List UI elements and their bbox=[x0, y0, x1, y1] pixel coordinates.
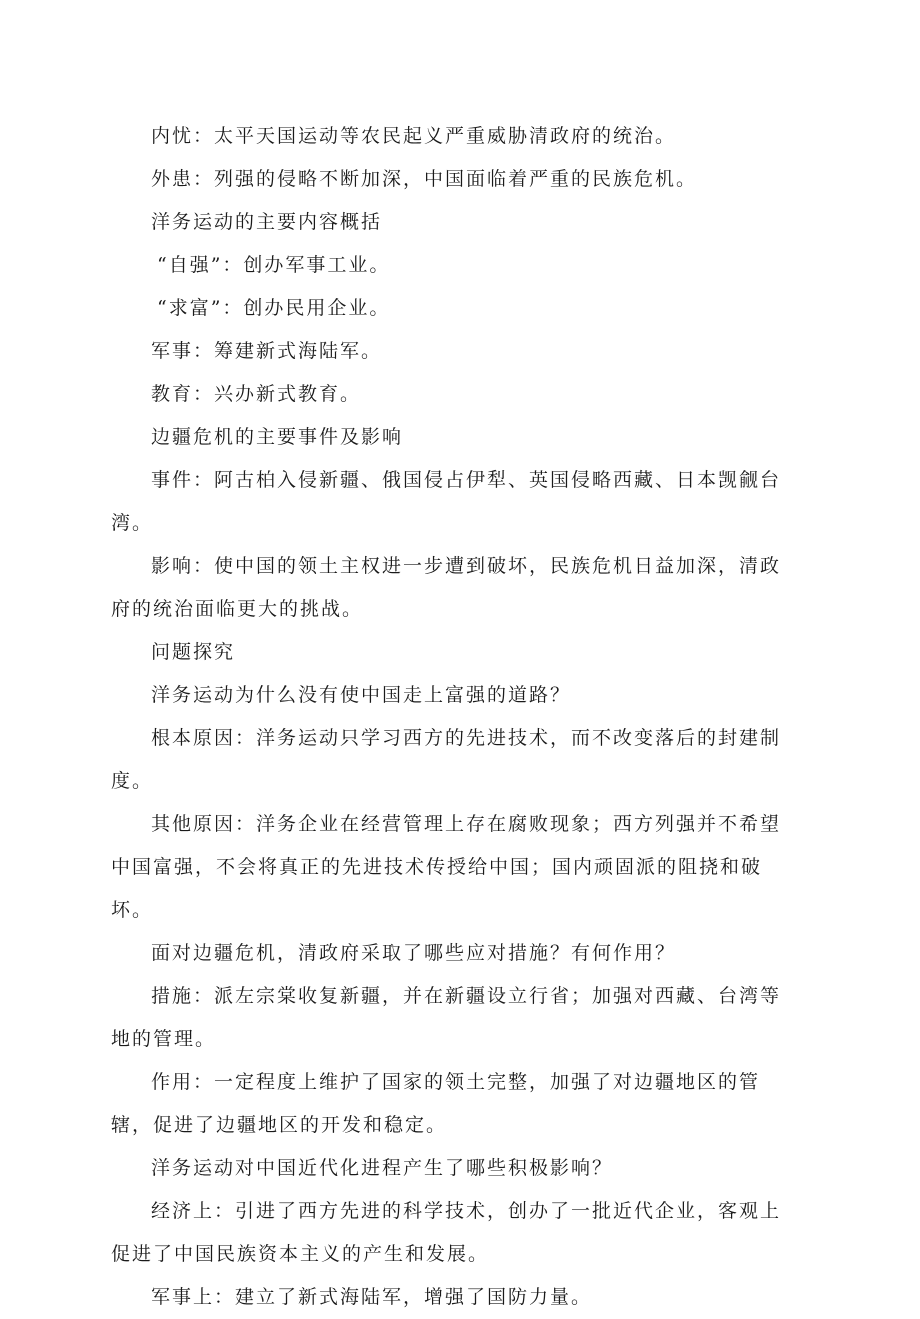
question-frontier-measures: 面对边疆危机，清政府采取了哪些应对措施？有何作用？ bbox=[151, 942, 677, 964]
paragraph-self-strengthening: “自强”：创办军事工业。 bbox=[157, 254, 391, 276]
section-heading-inquiry: 问题探究 bbox=[151, 641, 236, 663]
paragraph-economic: 经济上：引进了西方先进的科学技术，创办了一批近代企业，客观上促进了中国民族资本主义的产生和发展。 bbox=[111, 1200, 782, 1265]
paragraph-inner-trouble: 内忧：太平天国运动等农民起义严重威胁清政府的统治。 bbox=[151, 125, 677, 147]
paragraph-military-impact: 军事上：建立了新式海陆军，增强了国防力量。 bbox=[151, 1286, 593, 1308]
paragraph-seeking-wealth: “求富”：创办民用企业。 bbox=[157, 297, 391, 319]
section-heading-westernization-content: 洋务运动的主要内容概括 bbox=[151, 211, 383, 233]
paragraph-impact: 影响：使中国的领土主权进一步遭到破坏，民族危机日益加深，清政府的统治面临更大的挑战。 bbox=[111, 555, 782, 620]
document-body bbox=[111, 115, 799, 1319]
section-heading-frontier-crisis: 边疆危机的主要事件及影响 bbox=[151, 426, 404, 448]
paragraph-education: 教育：兴办新式教育。 bbox=[151, 383, 362, 405]
paragraph-measures: 措施：派左宗棠收复新疆，并在新疆设立行省；加强对西藏、台湾等地的管理。 bbox=[111, 985, 782, 1050]
question-positive-impact: 洋务运动对中国近代化进程产生了哪些积极影响？ bbox=[151, 1157, 614, 1179]
paragraph-root-cause: 根本原因：洋务运动只学习西方的先进技术，而不改变落后的封建制度。 bbox=[111, 727, 782, 792]
paragraph-foreign-threat: 外患：列强的侵略不断加深，中国面临着严重的民族危机。 bbox=[151, 168, 698, 190]
paragraph-effect: 作用：一定程度上维护了国家的领土完整，加强了对边疆地区的管辖，促进了边疆地区的开发和稳定。 bbox=[111, 1071, 761, 1136]
question-why-failed: 洋务运动为什么没有使中国走上富强的道路？ bbox=[151, 684, 572, 706]
paragraph-events: 事件：阿古柏入侵新疆、俄国侵占伊犁、英国侵略西藏、日本觊觎台湾。 bbox=[111, 469, 782, 534]
paragraph-military: 军事：筹建新式海陆军。 bbox=[151, 340, 383, 362]
paragraph-other-causes: 其他原因：洋务企业在经营管理上存在腐败现象；西方列强并不希望中国富强，不会将真正的先进技术传授给中国；国内顽固派的阻挠和破坏。 bbox=[111, 813, 782, 921]
